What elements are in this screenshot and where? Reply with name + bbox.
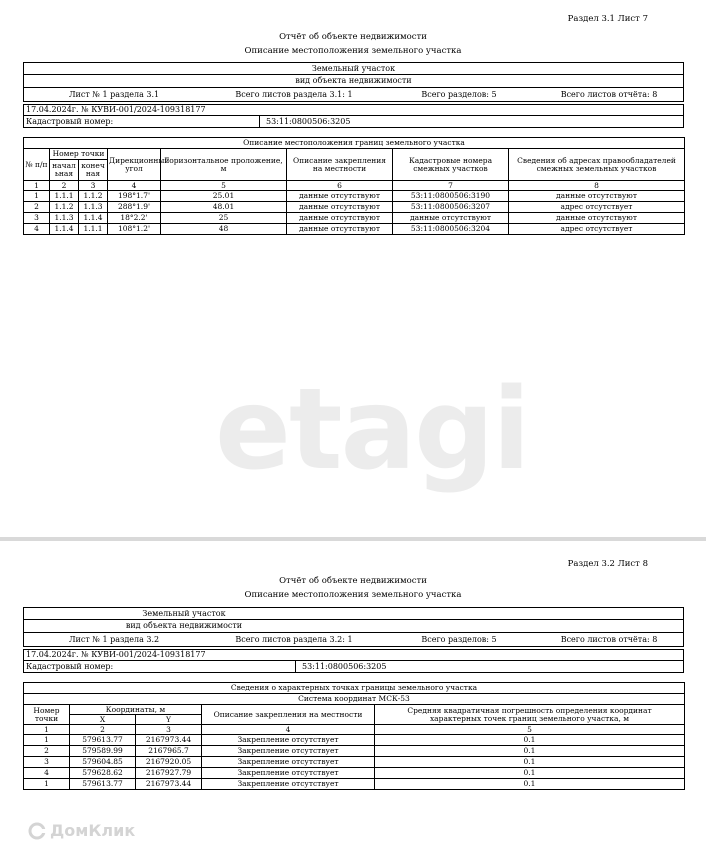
table-cell: 0.1 [375, 735, 685, 746]
table-cell: 2167973.44 [136, 735, 202, 746]
table-title: Сведения о характерных точках границы земельного участка [24, 683, 685, 694]
document-ref-row [24, 105, 683, 116]
table-cell: 0.1 [375, 746, 685, 757]
table-cell: 4 [24, 768, 70, 779]
col-number: 1 [24, 181, 50, 191]
table-cell: данные отсутствуют [287, 191, 393, 202]
cadastral-label: Кадастровый номер: [24, 116, 260, 128]
sections-total: Всего разделов: 5 [421, 634, 497, 644]
table-title-row [24, 138, 685, 149]
domclick-watermark [28, 822, 135, 840]
table-cell: 3 [24, 757, 70, 768]
domclick-brand: ДомКлик [50, 821, 136, 840]
column-number-row [24, 181, 685, 191]
col-number: 8 [509, 181, 685, 191]
table-cell: 1.1.4 [79, 213, 108, 224]
table-cell: 53:11:0800506:3190 [393, 191, 509, 202]
table-cell: 579613.77 [70, 779, 136, 790]
table-cell: 1.1.4 [50, 224, 79, 235]
document-ref-box [23, 649, 684, 673]
header-end: конечная [79, 160, 108, 181]
report-subtitle: Описание местоположения земельного участка [244, 46, 462, 56]
object-type: Земельный участок [311, 63, 396, 73]
table-title: Описание местоположения границ земельного участка [24, 138, 685, 149]
report-title: Отчёт об объекте недвижимости [279, 576, 427, 586]
cadastral-row [24, 661, 683, 673]
cadastral-number: 53:11:0800506:3205 [302, 662, 387, 672]
table-cell: 48.01 [161, 202, 287, 213]
table-cell: 2 [24, 746, 70, 757]
col-number: 4 [202, 725, 375, 735]
col-number: 4 [108, 181, 161, 191]
sheet-info-row [24, 88, 683, 101]
section-sheets-total: Всего листов раздела 3.2: 1 [235, 634, 353, 644]
section-label: Раздел 3.1 Лист 7 [567, 14, 648, 24]
object-type-row [24, 63, 683, 75]
table-cell: 2167973.44 [136, 779, 202, 790]
header-y: Y [136, 715, 202, 725]
table-header-row [24, 705, 685, 715]
table-cell: 2167965.7 [136, 746, 202, 757]
table-cell: 579604.85 [70, 757, 136, 768]
cadastral-row [24, 116, 683, 128]
header-points: Номер точки [50, 149, 108, 160]
table-cell: 2 [24, 202, 50, 213]
table-cell: 579589.99 [70, 746, 136, 757]
table-cell: 0.1 [375, 757, 685, 768]
table-row [24, 191, 685, 202]
table-cell: 1.1.1 [79, 224, 108, 235]
header-owners: Сведения об адресах правообладателей смежных земельных участков [509, 149, 685, 181]
object-type-caption: вид объекта недвижимости [125, 621, 243, 631]
table-cell: 108°1.2' [108, 224, 161, 235]
col-number: 3 [79, 181, 108, 191]
table-cell: 2167927.79 [136, 768, 202, 779]
table-header-row [24, 149, 685, 160]
table-cell: 1 [24, 779, 70, 790]
table-cell: Закрепление отсутствует [202, 757, 375, 768]
table-row [24, 224, 685, 235]
table-cell: 1.1.3 [79, 202, 108, 213]
table-row [24, 746, 685, 757]
header-length: Горизонтальное проложение, м [161, 149, 287, 181]
col-number: 6 [287, 181, 393, 191]
sheet-info-row [24, 633, 683, 646]
table-cell: 198°1.7' [108, 191, 161, 202]
table-cell: 579613.77 [70, 735, 136, 746]
document-ref: 17.04.2024г. № КУВИ-001/2024-109318177 [26, 650, 206, 660]
object-type-caption-row [24, 620, 683, 633]
table-row [24, 202, 685, 213]
object-type-row [24, 608, 683, 620]
table-cell: данные отсутствуют [287, 224, 393, 235]
boundary-points-table [23, 682, 685, 790]
domclick-logo-icon [28, 822, 46, 840]
report-subtitle: Описание местоположения земельного участка [244, 590, 462, 600]
report-sheets-total: Всего листов отчёта: 8 [560, 634, 658, 644]
object-type: Земельный участок [142, 608, 226, 618]
col-number: 5 [375, 725, 685, 735]
table-cell: 53:11:0800506:3207 [393, 202, 509, 213]
report-sheets-total: Всего листов отчёта: 8 [560, 89, 658, 99]
table-cell: Закрепление отсутствует [202, 746, 375, 757]
table-cell: данные отсутствуют [509, 213, 685, 224]
sheet-number: Лист № 1 раздела 3.2 [68, 634, 160, 644]
table-cell: 4 [24, 224, 50, 235]
object-header-box [23, 607, 684, 647]
table-cell: 2167920.05 [136, 757, 202, 768]
table-cell: адрес отсутствует [509, 224, 685, 235]
table-cell: 25 [161, 213, 287, 224]
header-start: начальная [50, 160, 79, 181]
table-cell: 25.01 [161, 191, 287, 202]
object-header-box [23, 62, 684, 102]
object-type-caption: вид объекта недвижимости [295, 76, 412, 86]
col-number: 1 [24, 725, 70, 735]
boundary-description-table [23, 137, 685, 235]
table-cell: 3 [24, 213, 50, 224]
col-number: 3 [136, 725, 202, 735]
table-cell: 1 [24, 191, 50, 202]
etagi-watermark: etagi [215, 365, 529, 495]
object-type-caption-row [24, 75, 683, 88]
table-row [24, 768, 685, 779]
table-cell: Закрепление отсутствует [202, 735, 375, 746]
report-title: Отчёт об объекте недвижимости [279, 32, 427, 42]
col-number: 2 [50, 181, 79, 191]
table-cell: 53:11:0800506:3204 [393, 224, 509, 235]
table-cell: адрес отсутствует [509, 202, 685, 213]
header-adjacent: Кадастровые номера смежных участков [393, 149, 509, 181]
table-cell: данные отсутствуют [287, 202, 393, 213]
sheet-number: Лист № 1 раздела 3.1 [68, 89, 160, 99]
table-cell: 1 [24, 735, 70, 746]
cadastral-number: 53:11:0800506:3205 [266, 117, 351, 127]
header-coords: Координаты, м [70, 705, 202, 715]
table-cell: 0.1 [375, 779, 685, 790]
header-angle: Дирекционный угол [108, 149, 161, 181]
table-cell: 1.1.1 [50, 191, 79, 202]
table-cell: 48 [161, 224, 287, 235]
table-cell: данные отсутствуют [509, 191, 685, 202]
document-ref-row [24, 650, 683, 661]
table-cell: 288°1.9' [108, 202, 161, 213]
header-fixing: Описание закрепления на местности [287, 149, 393, 181]
document-ref-box [23, 104, 684, 128]
cadastral-label: Кадастровый номер: [24, 661, 296, 673]
table-row [24, 213, 685, 224]
table-cell: 18°2.2' [108, 213, 161, 224]
col-number: 5 [161, 181, 287, 191]
table-cell: Закрепление отсутствует [202, 779, 375, 790]
table-cell: Закрепление отсутствует [202, 768, 375, 779]
table-cell: данные отсутствуют [287, 213, 393, 224]
col-number: 7 [393, 181, 509, 191]
table-cell: 1.1.2 [50, 202, 79, 213]
header-num: № п/п [24, 149, 50, 181]
table-cell: данные отсутствуют [393, 213, 509, 224]
header-fixing: Описание закрепления на местности [202, 705, 375, 725]
table-cell: 1.1.2 [79, 191, 108, 202]
sections-total: Всего разделов: 5 [421, 89, 497, 99]
coord-system: Система координат МСК-53 [24, 694, 685, 705]
column-number-row [24, 725, 685, 735]
header-x: X [70, 715, 136, 725]
table-title-row [24, 683, 685, 694]
table-row [24, 757, 685, 768]
section-label: Раздел 3.2 Лист 8 [567, 559, 648, 569]
coord-system-row [24, 694, 685, 705]
header-point: Номер точки [24, 705, 70, 725]
col-number: 2 [70, 725, 136, 735]
table-cell: 0.1 [375, 768, 685, 779]
table-cell: 1.1.3 [50, 213, 79, 224]
table-cell: 579628.62 [70, 768, 136, 779]
report-page-section-3-2 [0, 541, 706, 862]
header-accuracy: Средняя квадратичная погрешность определения координат характерных точек границ земельного участка, м [375, 705, 685, 725]
section-sheets-total: Всего листов раздела 3.1: 1 [235, 89, 353, 99]
table-row [24, 779, 685, 790]
table-row [24, 735, 685, 746]
document-ref: 17.04.2024г. № КУВИ-001/2024-109318177 [26, 105, 206, 115]
